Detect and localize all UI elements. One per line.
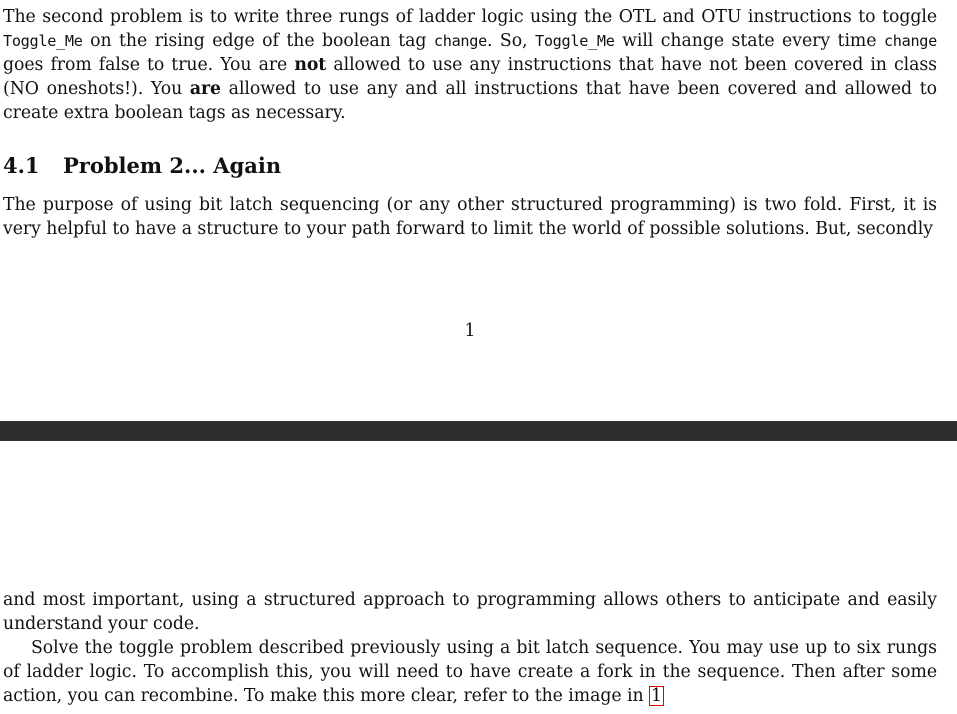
page-number: 1 — [464, 321, 476, 341]
purpose-paragraph-continued: and most important, using a structured approach to programming allows others to anticipate and easily understand your code. — [3, 590, 937, 634]
section-title: Problem 2... Again — [63, 153, 282, 178]
problem-description-paragraph — [3, 5, 937, 125]
code-tag-change: change — [433, 32, 487, 50]
intro-text: allowed to use any and all instructions that have been covered and allowed to create extra boolean tags as necessary. — [3, 79, 937, 123]
emphasis-not: not — [294, 55, 327, 75]
code-tag-toggle-me: Toggle_Me — [3, 32, 83, 50]
intro-text: . So, — [486, 31, 535, 51]
purpose-paragraph: The purpose of using bit latch sequencing (or any other structured programming) is two fold. First, it is very helpful to have a structure to your path forward to limit the world of possible solutions. But, secondly — [3, 195, 937, 239]
solve-paragraph — [3, 636, 937, 708]
section-heading — [3, 152, 281, 180]
intro-text: on the rising edge of the boolean tag — [82, 31, 434, 51]
intro-text: goes from false to true. You are — [3, 55, 295, 75]
emphasis-are: are — [189, 79, 221, 99]
section-number: 4.1 — [3, 153, 40, 178]
code-tag-toggle-me: Toggle_Me — [535, 32, 615, 50]
code-tag-change: change — [883, 32, 937, 50]
figure-reference-link[interactable]: 1 — [651, 686, 662, 706]
intro-text: allowed to use any instructions that have not been covered in class (NO oneshots!). You — [3, 55, 937, 99]
intro-text: will change state every time — [614, 31, 884, 51]
continued-text-block — [3, 588, 937, 708]
page-separator — [0, 421, 957, 441]
solve-text: Solve the toggle problem described previously using a bit latch sequence. You may use up to six rungs of ladder logic. To accomplish this, you will need to have create a fork in the sequence. Then after some action, you can recombine. To make this more clear, refer to the image in — [3, 638, 937, 706]
intro-text: The second problem is to write three rungs of ladder logic using the OTL and OTU instructions to toggle — [3, 7, 937, 27]
